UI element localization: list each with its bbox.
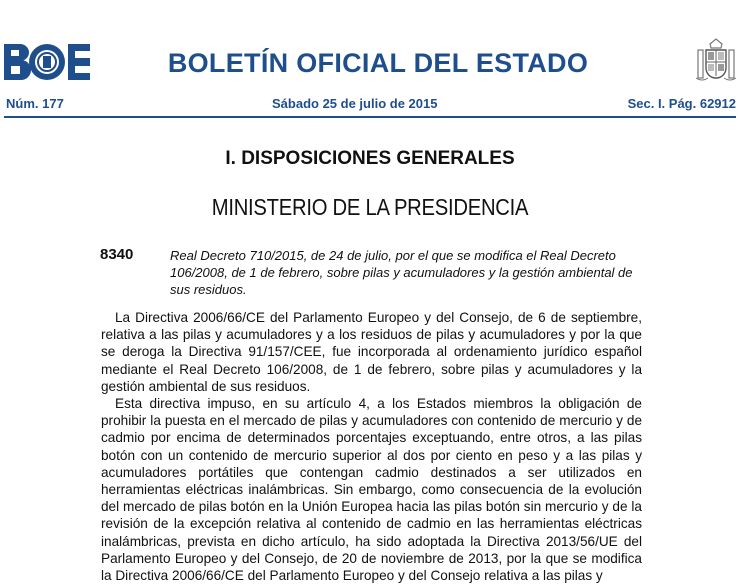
issue-number: Núm. 177 [6, 96, 64, 111]
disposition-title: Real Decreto 710/2015, de 24 de julio, por el que se modifica el Real Decreto 106/2008, de 1 de febrero, sobre pilas y acumuladores y la gestión ambiental de sus residuos. [170, 248, 633, 297]
paragraph: La Directiva 2006/66/CE del Parlamento Europeo y del Consejo, de 6 de septiembre, relativa a las pilas y acumuladores y a los residuos de pilas y acumuladores y por la que se deroga la Directiva 91/157/CEE, fue incorporada al ordenamiento jurídico español mediante el Real Decreto 106/2008, de 1 de febrero, sobre pilas y acumuladores y la gestión ambiental de sus residuos. [101, 310, 642, 394]
header-rule [4, 116, 736, 118]
body-text [101, 309, 642, 584]
section-page: Sec. I. Pág. 62912 [627, 96, 736, 111]
paragraph: Esta directiva impuso, en su artículo 4, a los Estados miembros la obligación de prohibir la puesta en el mercado de pilas y acumuladores con contenido de mercurio y de cadmio por encima de determinados porcentajes exceptuando, entre otros, a las pilas botón con un contenido de mercurio superior al dos por ciento en peso y a las pilas y acumuladores portátiles que contengan cadmio destinados a ser utilizados en herramientas eléctricas inalámbricas. Sin embargo, como consecuencia de la evolución del mercado de pilas botón en la Unión Europea hacia las pilas botón sin mercurio y de la revisión de la excepción relativa al contenido de cadmio en las herramientas eléctricas inalámbricas, prevista en dicho artículo, ha sido adoptada la Directiva 2013/56/UE del Parlamento Europeo y del Consejo, de 20 de noviembre de 2013, por la que se modifica la Directiva 2006/66/CE del Parlamento Europeo y del Consejo relativa a las pilas y [101, 396, 642, 584]
boe-logo [4, 42, 90, 87]
gazette-title: BOLETÍN OFICIAL DEL ESTADO [167, 48, 589, 78]
coat-of-arms-icon [694, 38, 738, 84]
boe-logo-icon [4, 42, 90, 82]
coat-of-arms [694, 38, 738, 89]
ministry-heading: MINISTERIO DE LA PRESIDENCIA [211, 194, 529, 220]
section-heading: I. DISPOSICIONES GENERALES [225, 148, 515, 169]
issue-date: Sábado 25 de julio de 2015 [272, 96, 438, 111]
disposition-number: 8340 [100, 246, 134, 263]
